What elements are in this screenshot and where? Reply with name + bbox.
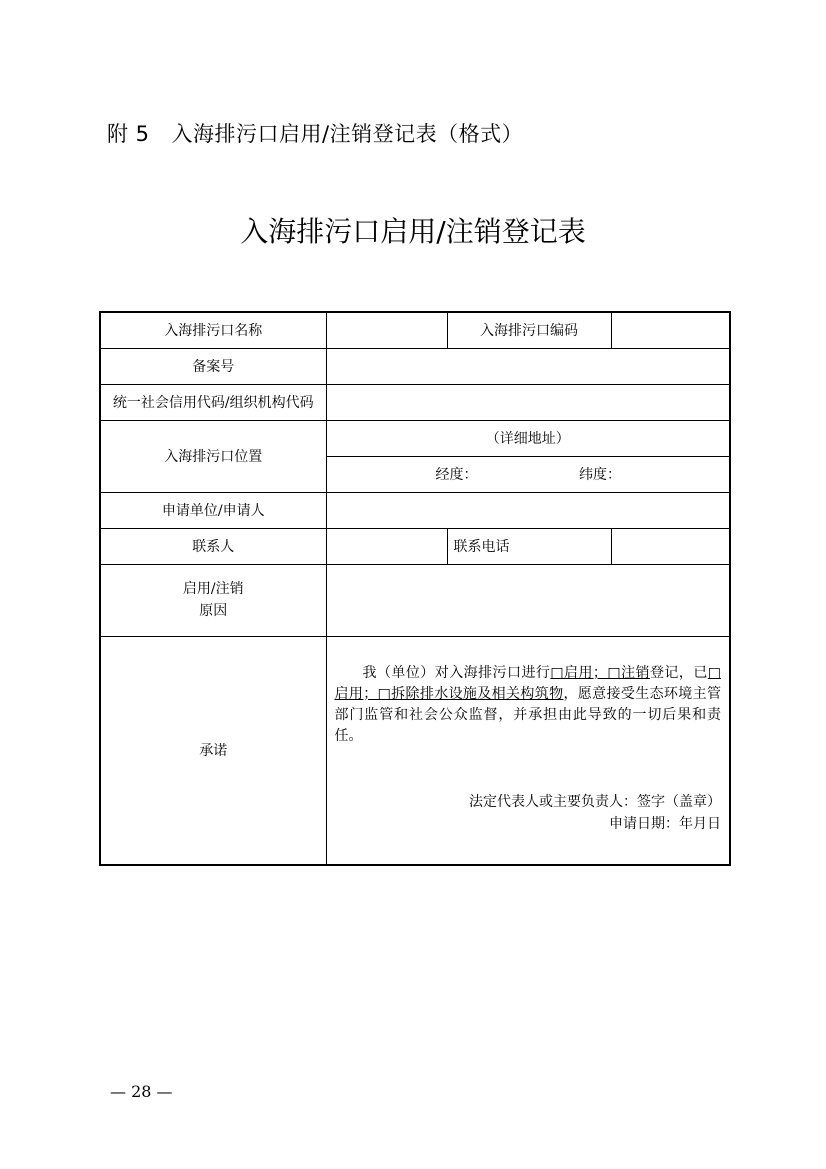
contact-label: 联系人 [100,528,326,564]
appendix-number: 附 5 [107,122,150,146]
signature-line: 法定代表人或主要负责人：签字（盖章） [469,793,721,810]
page-number: — 28 — [110,1082,173,1101]
reason-label-line1: 启用/注销 [182,581,244,597]
outlet-code-label: 入海排污口编码 [447,312,611,348]
pledge-text-part1: 我（单位）对入海排污口进行 [362,664,551,681]
credit-code-field[interactable] [326,384,730,420]
pledge-option-enable-cancel[interactable]: □启用；□注销 [550,664,650,681]
pledge-content [326,636,730,865]
reason-field[interactable] [326,564,730,636]
address-hint: （详细地址） [485,431,570,447]
latitude-label: 纬度： [578,467,621,483]
coordinates-field[interactable] [326,456,730,492]
pledge-text [327,637,730,747]
pledge-text-part2: 登记，已 [649,664,708,681]
longitude-label: 经度： [435,467,478,483]
appendix-title: 入海排污口启用/注销登记表（格式） [171,122,524,146]
phone-label: 联系电话 [447,528,611,564]
filing-no-field[interactable] [326,348,730,384]
reason-label-line2: 原因 [199,603,228,619]
contact-field[interactable] [326,528,447,564]
outlet-code-field[interactable] [611,312,730,348]
form-title: 入海排污口启用/注销登记表 [240,215,586,248]
application-date-line: 申请日期：年月日 [609,815,721,832]
filing-no-label: 备案号 [100,348,326,384]
outlet-name-field[interactable] [326,312,447,348]
reason-label [100,564,326,636]
applicant-label: 申请单位/申请人 [100,492,326,528]
applicant-field[interactable] [326,492,730,528]
outlet-name-label: 入海排污口名称 [100,312,326,348]
registration-form-table [99,311,731,866]
credit-code-label: 统一社会信用代码/组织机构代码 [100,384,326,420]
pledge-text-part3: ，愿意接受生态环境主管部门监管和社会公众监督，并承担由此导致的一切后果和责任。 [334,685,722,744]
pledge-label: 承诺 [100,636,326,865]
phone-field[interactable] [611,528,730,564]
address-field[interactable] [326,420,730,456]
pledge-option-enabled-removed[interactable]: □启用；□拆除排水设施及相关构筑物 [334,664,722,702]
appendix-heading [107,118,523,148]
location-label: 入海排污口位置 [100,420,326,492]
